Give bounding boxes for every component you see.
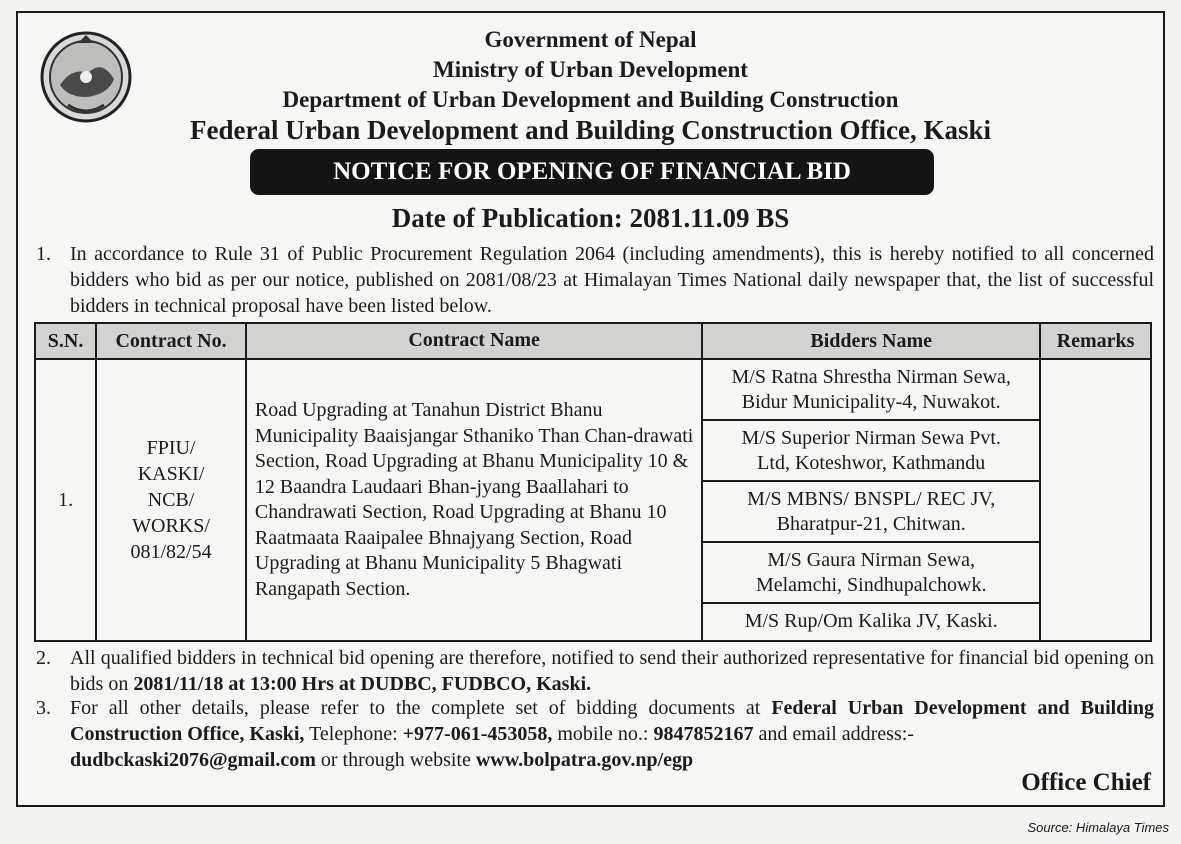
paragraph-number: 1. xyxy=(36,243,51,265)
notice-frame xyxy=(16,11,1165,807)
paragraph-text-part: mobile no.: xyxy=(552,723,654,745)
bidder-address: Bharatpur-21, Chitwan. xyxy=(776,512,966,535)
paragraph-text xyxy=(70,695,1154,773)
bidder-address: Bidur Municipality-4, Nuwakot. xyxy=(741,390,1001,413)
paragraph-text xyxy=(70,645,1154,697)
bidder-name: M/S Rup/Om Kalika JV, Kaski. xyxy=(744,610,998,632)
bidder-entry xyxy=(703,604,1039,639)
paragraph-3 xyxy=(36,695,1154,773)
paragraph-2 xyxy=(36,645,1154,697)
contract-no-line: 081/82/54 xyxy=(130,541,212,563)
mobile-number: 9847852167 xyxy=(653,723,754,745)
col-header-contract-no: Contract No. xyxy=(96,323,246,359)
successful-bidders-table xyxy=(34,322,1152,642)
table-row xyxy=(35,359,1151,641)
website-address: www.bolpatra.gov.np/egp xyxy=(475,749,694,771)
paragraph-text-part: Telephone: xyxy=(304,723,403,745)
bidder-entry xyxy=(703,482,1039,543)
col-header-remarks: Remarks xyxy=(1040,323,1151,359)
sign-off: Office Chief xyxy=(1021,769,1151,796)
cell-sn: 1. xyxy=(35,359,96,641)
bidder-entry xyxy=(703,421,1039,482)
cell-remarks xyxy=(1040,359,1151,641)
paragraph-text: In accordance to Rule 31 of Public Procurement Regulation 2064 (including amendments), this is hereby notified to all concerned bidders who bid as per our notice, published on 2081/08/23 at Himalayan Times National daily newspaper that, the list of successful bidders in technical proposal have been listed below. xyxy=(70,243,1154,317)
notice-title-banner xyxy=(250,149,934,195)
notice-title: NOTICE FOR OPENING OF FINANCIAL BID xyxy=(333,158,851,185)
office-name: Federal Urban Development and Building Construction Office, Kaski, xyxy=(70,697,1154,745)
contract-no-line: WORKS/ xyxy=(132,515,210,537)
col-header-sn: S.N. xyxy=(35,323,96,359)
email-address: dudbckaski2076@gmail.com xyxy=(70,749,316,771)
bidder-name: M/S Ratna Shrestha Nirman Sewa, xyxy=(731,365,1011,388)
ministry-heading: Ministry of Urban Development xyxy=(433,57,748,82)
cell-bidders xyxy=(702,359,1040,641)
office-heading: Federal Urban Development and Building Construction Office, Kaski xyxy=(189,115,992,145)
contract-no-line: KASKI/ xyxy=(137,463,205,485)
paragraph-text-part: For all other details, please refer to the complete set of bidding documents at xyxy=(70,697,772,719)
col-header-contract-name: Contract Name xyxy=(246,323,702,359)
col-header-bidders: Bidders Name xyxy=(702,323,1040,359)
paragraph-text-part: and email address:- xyxy=(753,723,914,745)
bidder-entry xyxy=(703,360,1039,421)
telephone-number: +977-061-453058, xyxy=(402,723,553,745)
department-heading: Department of Urban Development and Building Construction xyxy=(282,87,899,112)
paragraph-1 xyxy=(36,241,1154,319)
bid-opening-datetime: 2081/11/18 at 13:00 Hrs at DUDBC, FUDBCO, Kaski. xyxy=(133,673,592,695)
cell-contract-no xyxy=(96,359,246,641)
contract-no-line: FPIU/ xyxy=(146,437,196,459)
bidder-address: Melamchi, Sindhupalchowk. xyxy=(755,573,987,596)
bidder-name: M/S MBNS/ BNSPL/ REC JV, xyxy=(747,487,996,510)
paragraph-number: 3. xyxy=(36,697,51,719)
bidder-entry xyxy=(703,543,1039,604)
paragraph-text-part: or through website xyxy=(315,749,476,771)
cell-contract-name: Road Upgrading at Tanahun District Bhanu Municipality Baaisjangar Sthaniko Than Chan-drawati Section, Road Upgrading at Bhanu Municipality 10 & 12 Baandra Laudaari Bhan-jyang Baallahari to Chandrawati Section, Road Upgrading at Bhanu 10 Raatmaata Raaipalee Bhnajyang Section, Road Upgrading at Bhanu Municipality 5 Bhagwati Rangapath Section. xyxy=(246,359,702,641)
bidder-name: M/S Gaura Nirman Sewa, xyxy=(767,548,976,571)
paragraph-number: 2. xyxy=(36,647,51,669)
government-heading: Government of Nepal xyxy=(484,27,697,52)
contract-no-line: NCB/ xyxy=(147,489,195,511)
publication-date: Date of Publication: 2081.11.09 BS xyxy=(391,203,790,233)
bidder-address: Ltd, Koteshwor, Kathmandu xyxy=(757,451,986,474)
table-header-row xyxy=(35,323,1151,359)
paragraph-text-part: All qualified bidders in technical bid opening are therefore, notified to send their authorized representative for financial bid opening on bids on xyxy=(70,647,1154,695)
bidder-name: M/S Superior Nirman Sewa Pvt. xyxy=(741,426,1001,449)
source-credit: Source: Himalaya Times xyxy=(1027,820,1169,835)
